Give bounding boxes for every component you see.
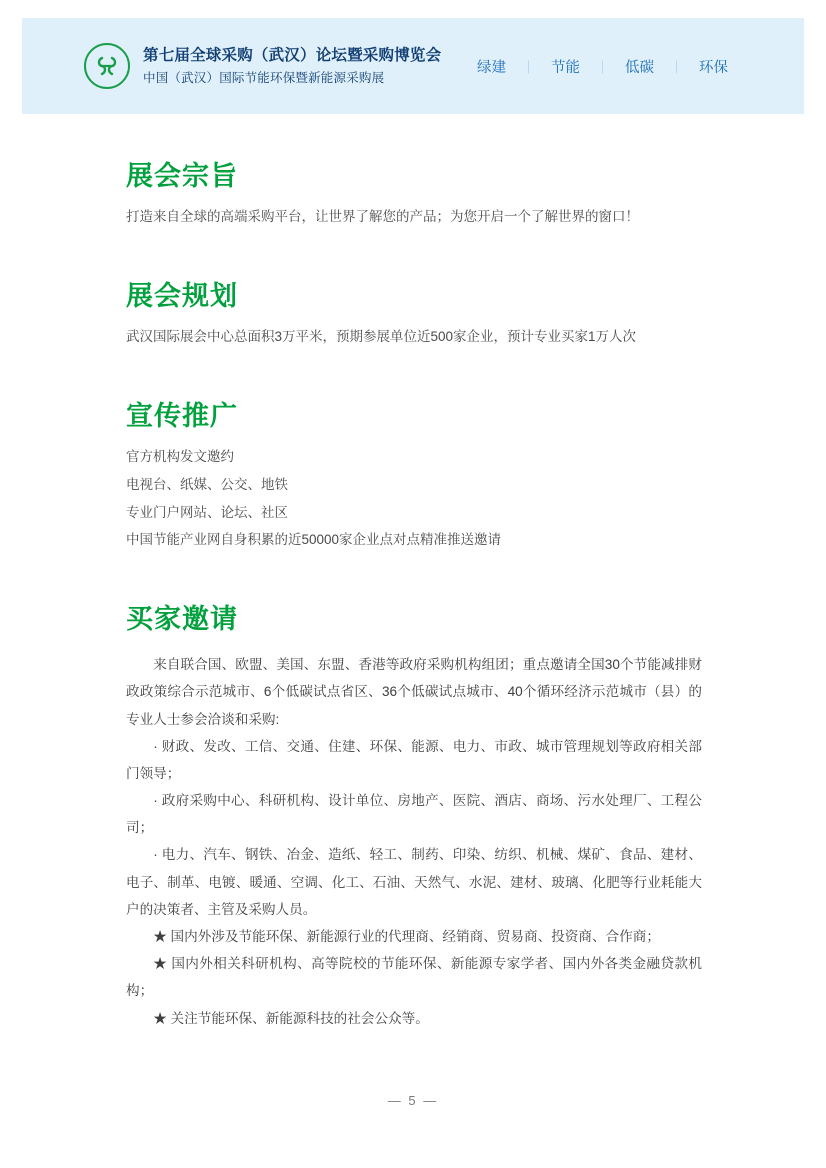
spacer xyxy=(126,228,702,280)
page-header xyxy=(22,18,804,114)
section-body xyxy=(126,446,702,550)
nav-item-green-building[interactable]: 绿建 xyxy=(476,59,506,76)
nav-separator: ｜ xyxy=(595,59,609,75)
section-title: 展会规划 xyxy=(126,280,238,311)
brand-title-primary: 第七届全球采购（武汉）论坛暨采购博览会 xyxy=(143,46,442,64)
nav-separator: ｜ xyxy=(521,59,535,75)
page-footer xyxy=(0,1093,826,1108)
section-line: 武汉国际展会中心总面积3万平米，预期参展单位近500家企业，预计专业买家1万人次 xyxy=(126,329,637,345)
buyer-paragraph: · 财政、发改、工信、交通、住建、环保、能源、电力、市政、城市管理规划等政府相关部门领导； xyxy=(126,738,702,781)
nav-item-energy-saving[interactable]: 节能 xyxy=(550,59,580,76)
section-title: 展会宗旨 xyxy=(126,161,238,191)
nav-separator: ｜ xyxy=(669,59,683,75)
green-circle-logo-icon xyxy=(84,43,130,89)
section-line: 打造来自全球的高端采购平台，让世界了解您的产品；为您开启一个了解世界的窗口！ xyxy=(126,209,639,225)
brand-block xyxy=(84,43,441,89)
buyer-body xyxy=(126,651,702,1032)
buyer-paragraph: ★ 国内外相关科研机构、高等院校的节能环保、新能源专家学者、国内外各类金融贷款机构； xyxy=(126,956,702,999)
section-purpose xyxy=(126,160,702,228)
brand-text xyxy=(143,46,441,87)
section-line: 中国节能产业网自身积累的近50000家企业点对点精准推送邀请 xyxy=(126,532,502,548)
section-body xyxy=(126,206,702,228)
page-number: — 5 — xyxy=(387,1093,439,1108)
page-content xyxy=(126,160,702,1032)
section-line: 官方机构发文邀约 xyxy=(126,449,234,465)
section-title: 买家邀请 xyxy=(126,603,238,634)
section-buyer-invitation xyxy=(126,603,702,1032)
section-promotion xyxy=(126,400,702,551)
buyer-paragraph: ★ 关注节能环保、新能源科技的社会公众等。 xyxy=(153,1010,429,1026)
nav-item-environmental[interactable]: 环保 xyxy=(699,59,728,76)
buyer-paragraph: 来自联合国、欧盟、美国、东盟、香港等政府采购机构组团；重点邀请全国30个节能减排财政政策综合示范城市、6个低碳试点省区、36个低碳试点城市、40个循环经济示范城市（县）的专业人士参会洽谈和采购: xyxy=(126,657,702,727)
spacer xyxy=(126,348,702,400)
spacer xyxy=(126,551,702,603)
section-line: 专业门户网站、论坛、社区 xyxy=(126,504,288,520)
nav-item-low-carbon[interactable]: 低碳 xyxy=(624,59,654,76)
section-body xyxy=(126,326,702,348)
header-nav xyxy=(461,56,744,77)
brand-title-secondary: 中国（武汉）国际节能环保暨新能源采购展 xyxy=(143,70,385,85)
section-line: 电视台、纸媒、公交、地铁 xyxy=(126,476,288,492)
buyer-paragraph: · 电力、汽车、钢铁、冶金、造纸、轻工、制药、印染、纺织、机械、煤矿、食品、建材、电子、制革、电镀、暖通、空调、化工、石油、天然气、水泥、建材、玻璃、化肥等行业耗能大户的决策者、主管及采购人员。 xyxy=(126,847,702,917)
section-title: 宣传推广 xyxy=(126,400,238,431)
buyer-paragraph: · 政府采购中心、科研机构、设计单位、房地产、医院、酒店、商场、污水处理厂、工程公司； xyxy=(126,793,702,836)
buyer-paragraph: ★ 国内外涉及节能环保、新能源行业的代理商、经销商、贸易商、投资商、合作商； xyxy=(153,929,660,944)
section-planning xyxy=(126,280,702,348)
